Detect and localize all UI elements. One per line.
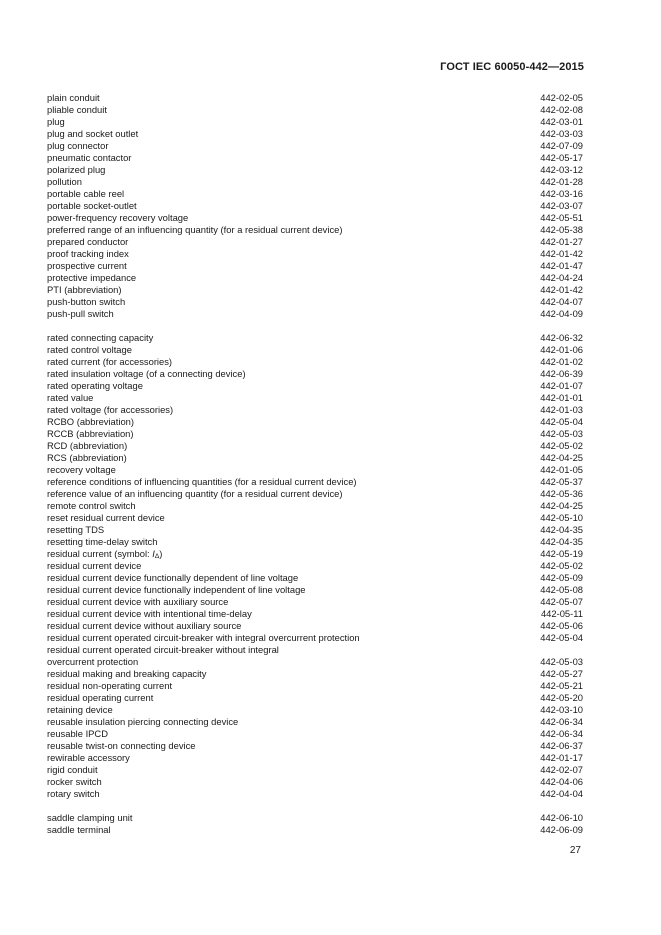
index-code: 442-01-01 — [540, 392, 583, 403]
index-entry — [47, 524, 583, 536]
index-term: overcurrent protection — [47, 656, 139, 667]
index-term: rated current (for accessories) — [47, 356, 173, 367]
index-term: RCBO (abbreviation) — [47, 416, 135, 427]
index-code: 442-04-35 — [540, 536, 583, 547]
index-term: retaining device — [47, 704, 113, 715]
index-code: 442-03-16 — [540, 188, 583, 199]
index-entry — [47, 332, 583, 344]
index-code: 442-02-05 — [540, 92, 583, 103]
index-code: 442-05-03 — [540, 428, 583, 439]
index-code: 442-05-36 — [540, 488, 583, 499]
index-entry — [47, 728, 583, 740]
index-entry — [47, 500, 583, 512]
index-code: 442-07-09 — [540, 140, 583, 151]
index-entry — [47, 188, 583, 200]
index-term: residual current operated circuit-breaker with integral overcurrent protection — [47, 632, 360, 643]
index-entry — [47, 812, 583, 824]
index-term: rated control voltage — [47, 344, 132, 355]
index-entry — [47, 176, 583, 188]
index-term: resetting TDS — [47, 524, 105, 535]
index-code: 442-02-08 — [540, 104, 583, 115]
index-term: residual current device with intentional time-delay — [47, 608, 252, 619]
index-code: 442-06-10 — [540, 812, 583, 823]
index-code: 442-05-06 — [540, 620, 583, 631]
standard-header: ГОСТ IEC 60050-442—2015 — [440, 61, 584, 73]
index-entry — [47, 620, 583, 632]
index-term: residual current device without auxiliary source — [47, 620, 242, 631]
index-code: 442-01-47 — [540, 260, 583, 271]
index-code: 442-01-42 — [540, 248, 583, 259]
index-term: resetting time-delay switch — [47, 536, 158, 547]
index-term: reset residual current device — [47, 512, 165, 523]
index-entry — [47, 368, 583, 380]
index-code: 442-05-20 — [540, 692, 583, 703]
index-code: 442-01-07 — [540, 380, 583, 391]
index-term: protective impedance — [47, 272, 137, 283]
index-entry — [47, 200, 583, 212]
index-entry — [47, 776, 583, 788]
index-code: 442-01-03 — [540, 404, 583, 415]
index-code: 442-04-09 — [540, 308, 583, 319]
index-term: reference conditions of influencing quantities (for a residual current device) — [47, 476, 357, 487]
index-code: 442-06-34 — [540, 728, 583, 739]
index-term: residual non-operating current — [47, 680, 173, 691]
index-entry — [47, 272, 583, 284]
index-code: 442-04-04 — [540, 788, 583, 799]
index-entry — [47, 344, 583, 356]
index-term: rated insulation voltage (of a connecting device) — [47, 368, 246, 379]
index-entry — [47, 764, 583, 776]
index-code: 442-03-07 — [540, 200, 583, 211]
index-term: portable socket-outlet — [47, 200, 137, 211]
index-entry — [47, 380, 583, 392]
index-term: power-frequency recovery voltage — [47, 212, 189, 223]
index-term: saddle clamping unit — [47, 812, 133, 823]
index-code: 442-05-02 — [540, 560, 583, 571]
index-term: reusable IPCD — [47, 728, 108, 739]
index-code: 442-01-28 — [540, 176, 583, 187]
index-term: plain conduit — [47, 92, 100, 103]
index-entry — [47, 428, 583, 440]
index-entry — [47, 788, 583, 800]
index-term: recovery voltage — [47, 464, 116, 475]
index-term: rated voltage (for accessories) — [47, 404, 174, 415]
index-term: plug connector — [47, 140, 109, 151]
index-term: RCD (abbreviation) — [47, 440, 128, 451]
index-code: 442-06-32 — [540, 332, 583, 343]
index-term: rotary switch — [47, 788, 100, 799]
index-code: 442-05-37 — [540, 476, 583, 487]
index-term-subscript: Δ — [154, 553, 160, 560]
index-entry — [47, 416, 583, 428]
index-term: reusable twist-on connecting device — [47, 740, 196, 751]
index-term: rated value — [47, 392, 94, 403]
index-term: rated connecting capacity — [47, 332, 154, 343]
index-entry — [47, 356, 583, 368]
index-code: 442-03-01 — [540, 116, 583, 127]
index-entry — [47, 584, 583, 596]
index-code: 442-05-38 — [540, 224, 583, 235]
index-code: 442-06-34 — [540, 716, 583, 727]
index-entry — [47, 824, 583, 836]
index-code: 442-05-07 — [540, 596, 583, 607]
index-term: reusable insulation piercing connecting device — [47, 716, 239, 727]
index-term: saddle terminal — [47, 824, 111, 835]
index-entry — [47, 740, 583, 752]
index-term: pollution — [47, 176, 82, 187]
index-code: 442-05-21 — [540, 680, 583, 691]
index-term-prefix: residual current (symbol: — [47, 548, 153, 559]
index-entry — [47, 404, 583, 416]
index-code: 442-04-07 — [540, 296, 583, 307]
index-term: plug — [47, 116, 65, 127]
index-code: 442-01-02 — [540, 356, 583, 367]
index-code: 442-06-39 — [540, 368, 583, 379]
index-term-suffix: ) — [159, 548, 163, 559]
index-code: 442-04-24 — [540, 272, 583, 283]
index-entry — [47, 152, 583, 164]
index-code: 442-05-03 — [540, 656, 583, 667]
index-term: RCCB (abbreviation) — [47, 428, 134, 439]
index-code: 442-01-05 — [540, 464, 583, 475]
index-entry — [47, 248, 583, 260]
index-term: polarized plug — [47, 164, 106, 175]
index-entry — [47, 608, 583, 620]
index-term: reference value of an influencing quantity (for a residual current device) — [47, 488, 343, 499]
index-entry — [47, 128, 583, 140]
index-entry — [47, 296, 583, 308]
index-code: 442-04-25 — [540, 500, 583, 511]
index-entry — [47, 140, 583, 152]
index-entry — [47, 548, 583, 560]
index-entry — [47, 572, 583, 584]
index-term: prepared conductor — [47, 236, 129, 247]
index-code: 442-01-27 — [540, 236, 583, 247]
index-entry — [47, 536, 583, 548]
index-code: 442-01-42 — [540, 284, 583, 295]
index-entry — [47, 752, 583, 764]
index-entry — [47, 224, 583, 236]
index-entry — [47, 260, 583, 272]
index-entry — [47, 476, 583, 488]
index-term: proof tracking index — [47, 248, 129, 259]
index-code: 442-06-09 — [540, 824, 583, 835]
index-code: 442-03-10 — [540, 704, 583, 715]
index-code: 442-05-04 — [540, 416, 583, 427]
index-code: 442-05-09 — [540, 572, 583, 583]
index-code: 442-01-06 — [540, 344, 583, 355]
index-code: 442-01-17 — [540, 752, 583, 763]
index-term: prospective current — [47, 260, 127, 271]
index-entry — [47, 164, 583, 176]
index-term: residual current device functionally dependent of line voltage — [47, 572, 299, 583]
index-term: rated operating voltage — [47, 380, 143, 391]
index-entry — [47, 692, 583, 704]
index-entry — [47, 488, 583, 500]
index-entry — [47, 92, 583, 104]
index-term: residual current device with auxiliary source — [47, 596, 229, 607]
index-code: 442-05-17 — [540, 152, 583, 163]
index-entry — [47, 308, 583, 320]
index-term: pneumatic contactor — [47, 152, 132, 163]
index-term: plug and socket outlet — [47, 128, 139, 139]
index-code: 442-04-25 — [540, 452, 583, 463]
index-code: 442-05-10 — [540, 512, 583, 523]
index-entry — [47, 704, 583, 716]
index-term: residual operating current — [47, 692, 154, 703]
index-code: 442-05-11 — [540, 608, 583, 619]
index-code: 442-05-27 — [540, 668, 583, 679]
group-spacer — [47, 800, 583, 812]
index-term: residual making and breaking capacity — [47, 668, 207, 679]
index-code: 442-05-08 — [540, 584, 583, 595]
index-term: pliable conduit — [47, 104, 107, 115]
index-term: residual current operated circuit-breaker without integral — [47, 644, 279, 655]
index-code: 442-05-51 — [540, 212, 583, 223]
group-spacer — [47, 320, 583, 332]
index-entry — [47, 464, 583, 476]
index-term: push-pull switch — [47, 308, 114, 319]
index-code: 442-03-03 — [540, 128, 583, 139]
index-term: rigid conduit — [47, 764, 98, 775]
index-entry — [47, 392, 583, 404]
index-entry — [47, 716, 583, 728]
index-term: rewirable accessory — [47, 752, 130, 763]
index-term: residual current device functionally independent of line voltage — [47, 584, 306, 595]
index-entry — [47, 236, 583, 248]
index-entry — [47, 656, 583, 668]
index-term: PTI (abbreviation) — [47, 284, 122, 295]
index-entry — [47, 212, 583, 224]
index-entry — [47, 560, 583, 572]
index-code: 442-05-02 — [540, 440, 583, 451]
index-entry — [47, 596, 583, 608]
index-term: residual current device — [47, 560, 142, 571]
index-term: preferred range of an influencing quantity (for a residual current device) — [47, 224, 343, 235]
index-term: portable cable reel — [47, 188, 125, 199]
index-term: rocker switch — [47, 776, 102, 787]
index-entry — [47, 680, 583, 692]
index-term: RCS (abbreviation) — [47, 452, 127, 463]
index-code: 442-05-04 — [540, 632, 583, 643]
index-term-symbol: I — [152, 548, 155, 559]
index-code: 442-05-19 — [540, 548, 583, 559]
index-entry — [47, 668, 583, 680]
index-entry — [47, 440, 583, 452]
index-term: push-button switch — [47, 296, 126, 307]
index-entry — [47, 284, 583, 296]
index-code: 442-04-35 — [540, 524, 583, 535]
index-entry — [47, 116, 583, 128]
index-term: remote control switch — [47, 500, 136, 511]
index-entry — [47, 632, 583, 644]
index-code: 442-04-06 — [540, 776, 583, 787]
term-index — [47, 92, 583, 836]
index-code: 442-03-12 — [540, 164, 583, 175]
index-code: 442-02-07 — [540, 764, 583, 775]
index-entry — [47, 644, 583, 656]
page-number: 27 — [569, 845, 581, 856]
index-entry — [47, 104, 583, 116]
index-code: 442-06-37 — [540, 740, 583, 751]
index-entry — [47, 512, 583, 524]
index-entry — [47, 452, 583, 464]
